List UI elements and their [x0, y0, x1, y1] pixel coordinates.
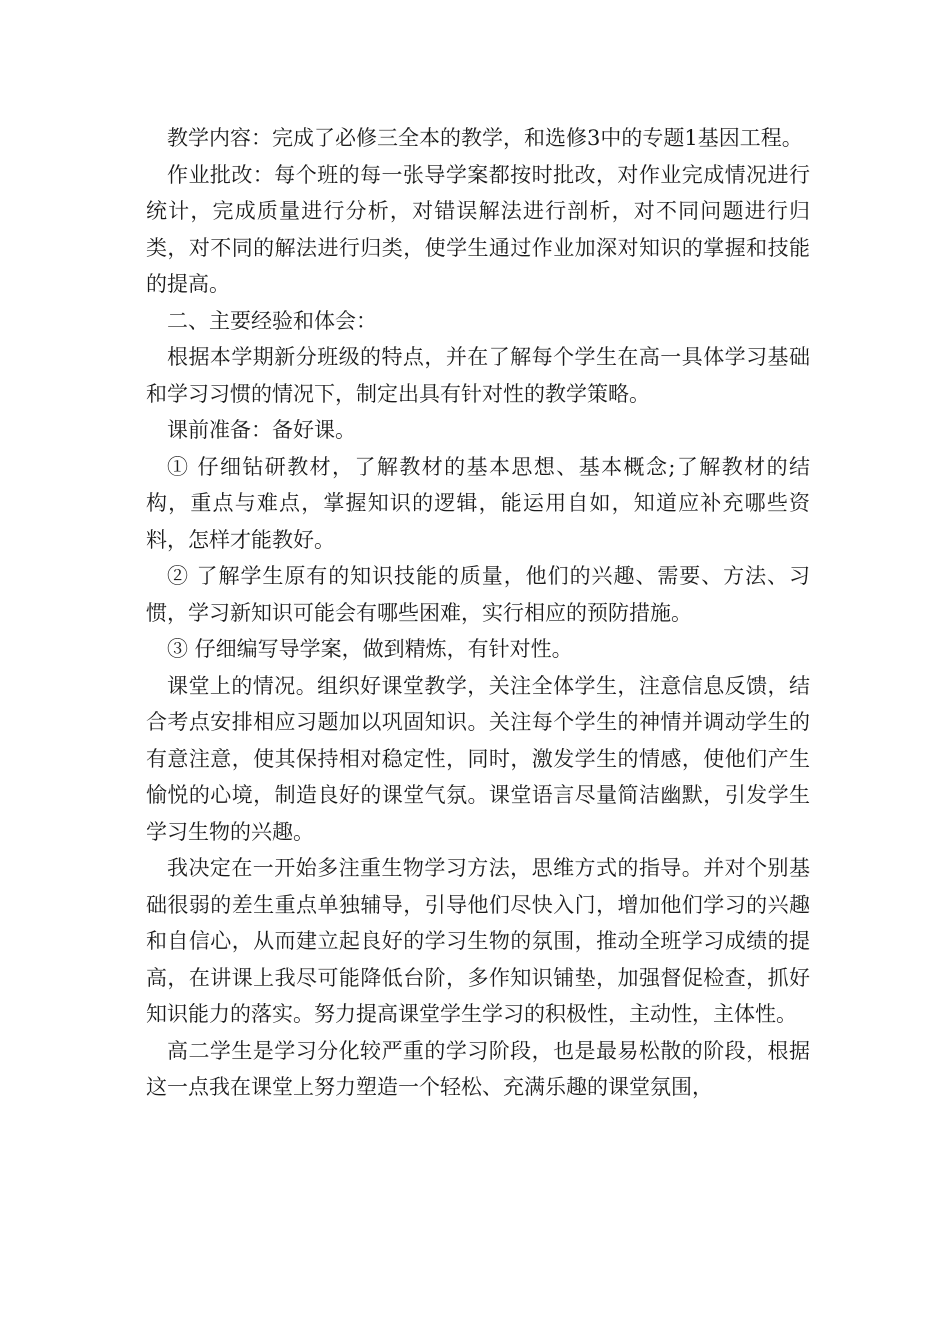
paragraph-learning-methods: 我决定在一开始多注重生物学习方法，思维方式的指导。并对个别基础很弱的差生重点单独辅导，引导他们尽快入门，增加他们学习的兴趣和自信心，从而建立起良好的学习生物的氛围，推动全班学习成绩的提高，在讲课上我尽可能降低台阶，多作知识铺垫，加强督促检查，抓好知识能力的落实。努力提高课堂学生学习的积极性，主动性，主体性。 — [146, 856, 810, 1026]
document-body — [146, 120, 810, 1106]
list-item-study-materials: ① 仔细钻研教材，了解教材的基本思想、基本概念;了解教材的结构，重点与难点，掌握知识的逻辑，能运用自如，知道应补充哪些资料，怎样才能教好。 — [146, 454, 810, 552]
paragraph-teaching-content: 教学内容：完成了必修三全本的教学，和选修3中的专题1基因工程。 — [167, 126, 803, 150]
section-heading-experience: 二、主要经验和体会： — [167, 308, 377, 333]
paragraph-teaching-strategy: 根据本学期新分班级的特点，并在了解每个学生在高一具体学习基础和学习习惯的情况下，制定出具有针对性的教学策略。 — [146, 345, 810, 406]
paragraph-lesson-preparation: 课前准备：备好课。 — [167, 418, 356, 442]
paragraph-classroom: 课堂上的情况。组织好课堂教学，关注全体学生，注意信息反馈，结合考点安排相应习题加以巩固知识。关注每个学生的神情并调动学生的有意注意，使其保持相对稳定性，同时，激发学生的情感，使他们产生愉悦的心境，制造良好的课堂气氛。课堂语言尽量简洁幽默，引发学生学习生物的兴趣。 — [146, 673, 810, 844]
paragraph-grade-two-students: 高二学生是学习分化较严重的学习阶段，也是最易松散的阶段，根据这一点我在课堂上努力塑造一个轻松、充满乐趣的课堂氛围， — [146, 1038, 810, 1099]
list-item-write-guide: ③ 仔细编写导学案，做到精炼，有针对性。 — [167, 637, 573, 661]
list-item-understand-students: ② 了解学生原有的知识技能的质量，他们的兴趣、需要、方法、习惯，学习新知识可能会有哪些困难，实行相应的预防措施。 — [146, 564, 810, 625]
paragraph-homework-grading: 作业批改：每个班的每一张导学案都按时批改，对作业完成情况进行统计，完成质量进行分析，对错误解法进行剖析，对不同问题进行归类，对不同的解法进行归类，使学生通过作业加深对知识的掌握和技能的提高。 — [146, 162, 810, 296]
